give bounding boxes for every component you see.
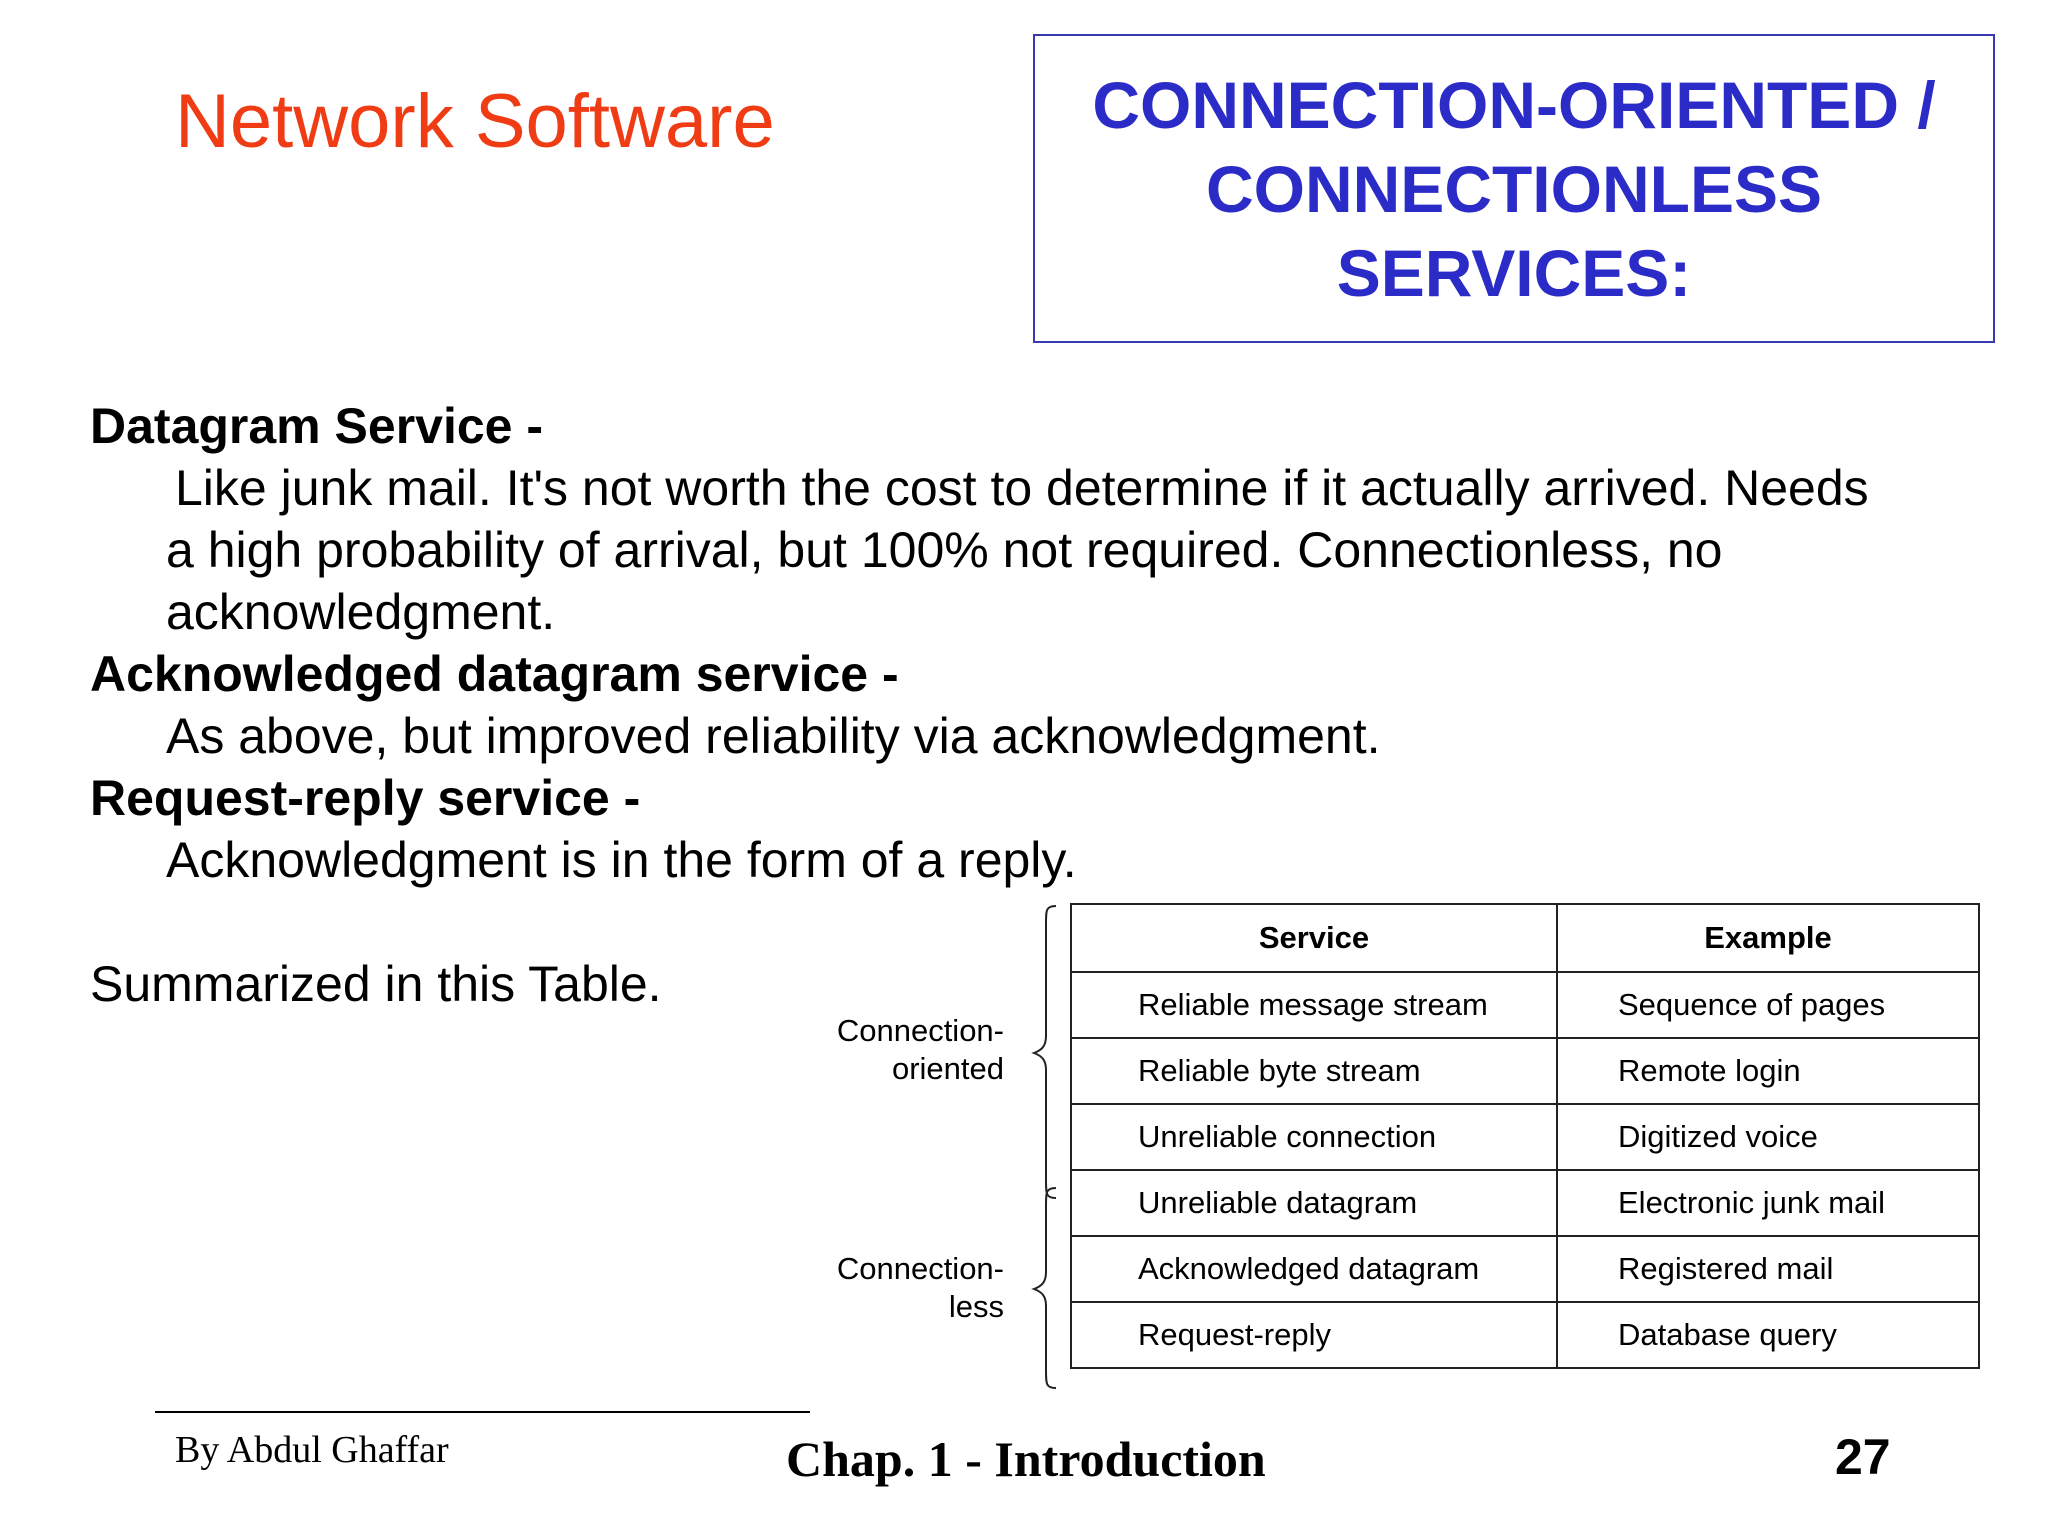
header-example: Example	[1557, 904, 1979, 972]
datagram-service-desc-line-2: a high probability of arrival, but 100% not required. Connectionless, no	[166, 522, 1723, 578]
cell-service: Acknowledged datagram	[1071, 1236, 1557, 1302]
slide-title: Network Software	[175, 79, 775, 164]
table-row	[1071, 1236, 1979, 1302]
cell-example: Registered mail	[1557, 1236, 1979, 1302]
footer-chapter: Chap. 1 - Introduction	[786, 1431, 1266, 1487]
section-heading	[1092, 63, 1935, 315]
section-heading-line-3: SERVICES:	[1336, 235, 1692, 310]
table-row	[1071, 1170, 1979, 1236]
summary-text: Summarized in this Table.	[90, 956, 662, 1012]
footer-author: By Abdul Ghaffar	[175, 1429, 449, 1471]
table-header-row	[1071, 904, 1979, 972]
section-heading-line-1: CONNECTION-ORIENTED /	[1092, 67, 1936, 142]
table-row	[1071, 972, 1979, 1038]
header-service: Service	[1071, 904, 1557, 972]
ack-datagram-service-desc: As above, but improved reliability via acknowledgment.	[166, 708, 1381, 764]
cell-example: Remote login	[1557, 1038, 1979, 1104]
section-heading-box	[1033, 34, 1995, 343]
cell-example: Digitized voice	[1557, 1104, 1979, 1170]
datagram-service-desc-line-1: Like junk mail. It's not worth the cost to determine if it actually arrived. Needs	[175, 460, 1869, 516]
datagram-service-term: Datagram Service -	[90, 398, 544, 454]
section-heading-line-2: CONNECTIONLESS	[1205, 151, 1823, 226]
cell-service: Request-reply	[1071, 1302, 1557, 1368]
table-row	[1071, 1104, 1979, 1170]
footer-page-number: 27	[1835, 1429, 1891, 1485]
request-reply-service-term: Request-reply service -	[90, 770, 641, 826]
request-reply-service-desc: Acknowledgment is in the form of a reply.	[166, 832, 1077, 888]
group-braces	[1028, 900, 1068, 1400]
group-label-connection-oriented: Connection- oriented	[836, 1013, 1004, 1086]
cell-service: Unreliable datagram	[1071, 1170, 1557, 1236]
cell-service: Unreliable connection	[1071, 1104, 1557, 1170]
cell-service: Reliable message stream	[1071, 972, 1557, 1038]
brace-connectionless	[1034, 1188, 1056, 1388]
brace-connection-oriented	[1034, 906, 1056, 1198]
cell-example: Sequence of pages	[1557, 972, 1979, 1038]
cell-service: Reliable byte stream	[1071, 1038, 1557, 1104]
ack-datagram-service-term: Acknowledged datagram service -	[90, 646, 899, 702]
table-row	[1071, 1302, 1979, 1368]
group-label-connectionless: Connection- less	[836, 1251, 1004, 1324]
cell-example: Database query	[1557, 1302, 1979, 1368]
footer-divider	[155, 1411, 810, 1413]
services-table	[1070, 903, 1980, 1369]
table-row	[1071, 1038, 1979, 1104]
datagram-service-desc-line-3: acknowledgment.	[166, 584, 556, 640]
cell-example: Electronic junk mail	[1557, 1170, 1979, 1236]
